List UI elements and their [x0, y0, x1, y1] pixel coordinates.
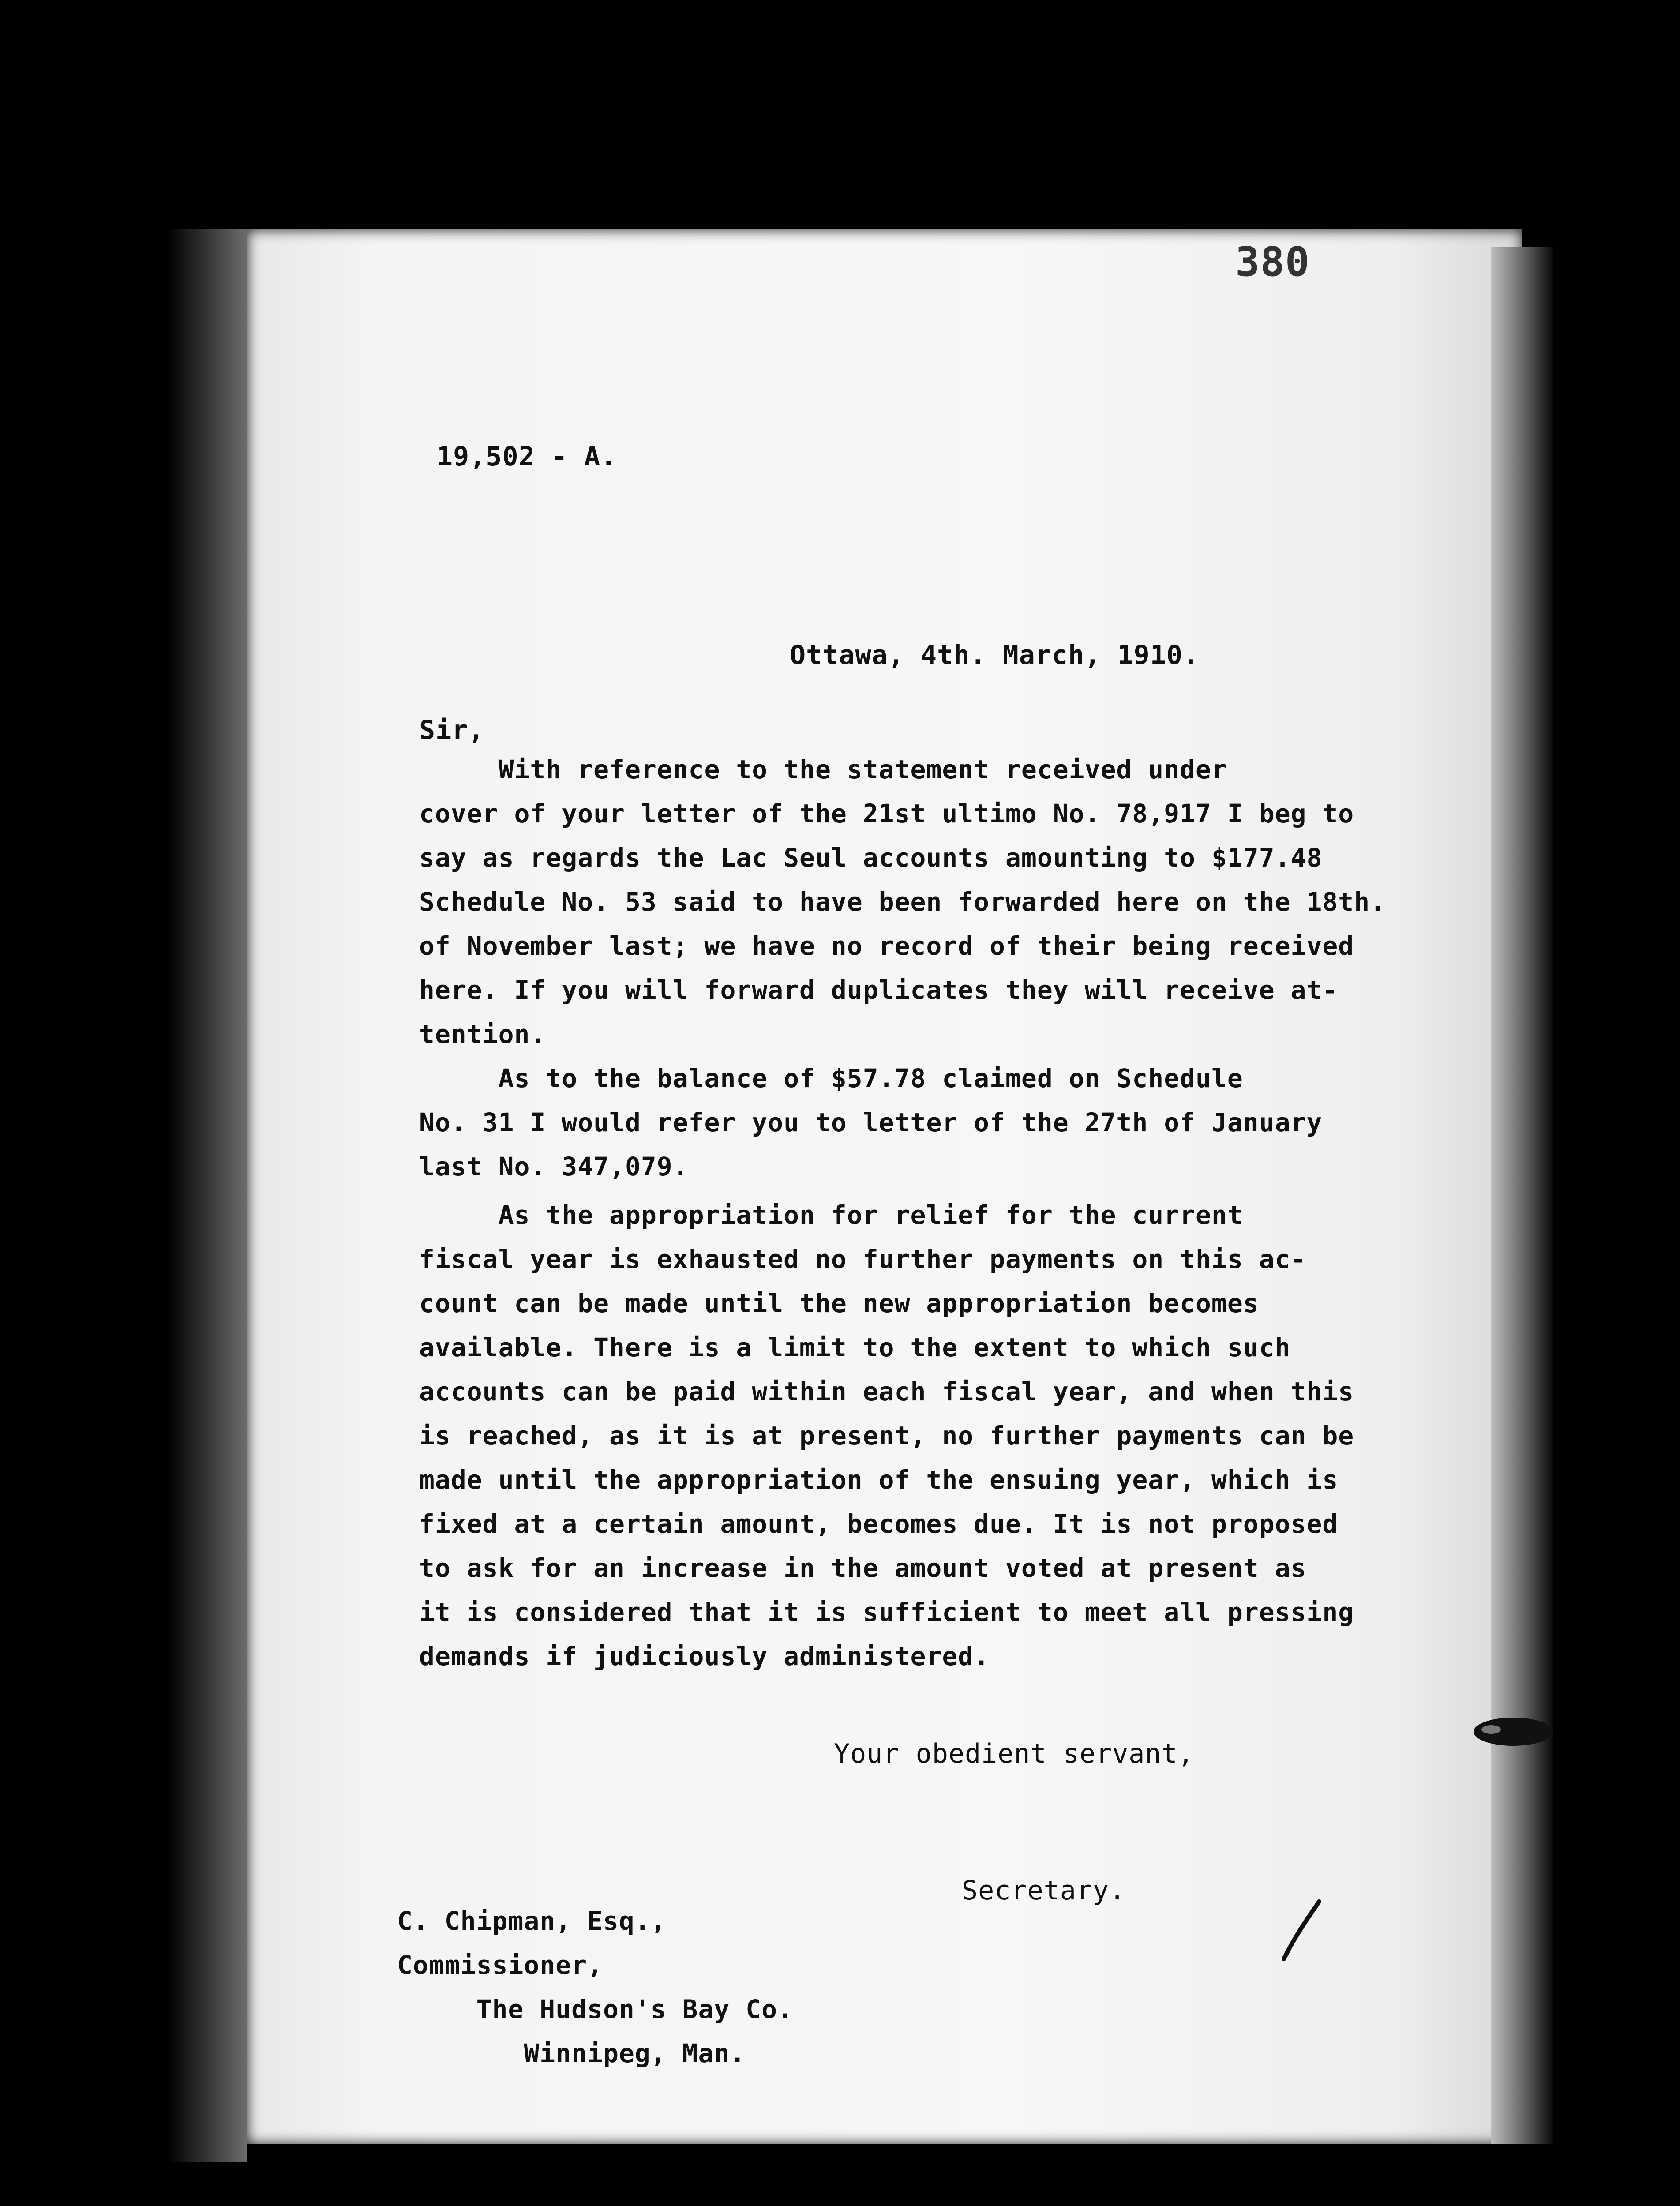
body-line: As the appropriation for relief for the current — [419, 1200, 1243, 1230]
addressee-line: Commissioner, — [397, 1950, 603, 1980]
body-line: fixed at a certain amount, becomes due. It is not proposed — [419, 1509, 1339, 1539]
pen-stroke-mark — [1279, 1897, 1324, 1963]
addressee-line: Winnipeg, Man. — [397, 2038, 746, 2068]
body-line: count can be made until the new appropriation becomes — [419, 1288, 1259, 1318]
binder-clip-icon — [1465, 1712, 1553, 1752]
closing: Your obedient servant, — [834, 1738, 1194, 1769]
signature-title: Secretary. — [962, 1875, 1126, 1906]
body-line: demands if judiciously administered. — [419, 1641, 990, 1671]
body-line: cover of your letter of the 21st ultimo No. 78,917 I beg to — [419, 799, 1354, 829]
body-line: last No. 347,079. — [419, 1152, 689, 1182]
page-edge-shadow-right — [1491, 247, 1553, 2144]
page-edge-shadow-left — [168, 229, 247, 2162]
body-line: Schedule No. 53 said to have been forwarded here on the 18th. — [419, 887, 1386, 917]
body-line: accounts can be paid within each fiscal year, and when this — [419, 1377, 1354, 1407]
body-line: tention. — [419, 1019, 546, 1049]
body-line: made until the appropriation of the ensuing year, which is — [419, 1465, 1339, 1495]
body-line: say as regards the Lac Seul accounts amounting to $177.48 — [419, 843, 1323, 873]
body-line: to ask for an increase in the amount voted at present as — [419, 1553, 1307, 1583]
body-line: fiscal year is exhausted no further payments on this ac- — [419, 1244, 1307, 1274]
body-line: is reached, as it is at present, no further payments can be — [419, 1421, 1354, 1451]
addressee-line: C. Chipman, Esq., — [397, 1906, 667, 1936]
page-number: 380 — [1235, 238, 1310, 285]
salutation: Sir, — [419, 715, 485, 746]
file-number: 19,502 - A. — [437, 441, 617, 472]
body-line: here. If you will forward duplicates they will receive at- — [419, 975, 1339, 1005]
body-line: No. 31 I would refer you to letter of the 27th of January — [419, 1107, 1323, 1137]
body-line: of November last; we have no record of their being received — [419, 931, 1354, 961]
body-line: As to the balance of $57.78 claimed on Schedule — [419, 1063, 1243, 1093]
letter-page — [247, 229, 1522, 2144]
body-line: it is considered that it is sufficient to meet all pressing — [419, 1597, 1354, 1627]
body-line: available. There is a limit to the extent to which such — [419, 1332, 1291, 1362]
addressee-line: The Hudson's Bay Co. — [397, 1994, 793, 2024]
date-line: Ottawa, 4th. March, 1910. — [790, 640, 1200, 671]
body-line: With reference to the statement received under — [419, 754, 1227, 784]
